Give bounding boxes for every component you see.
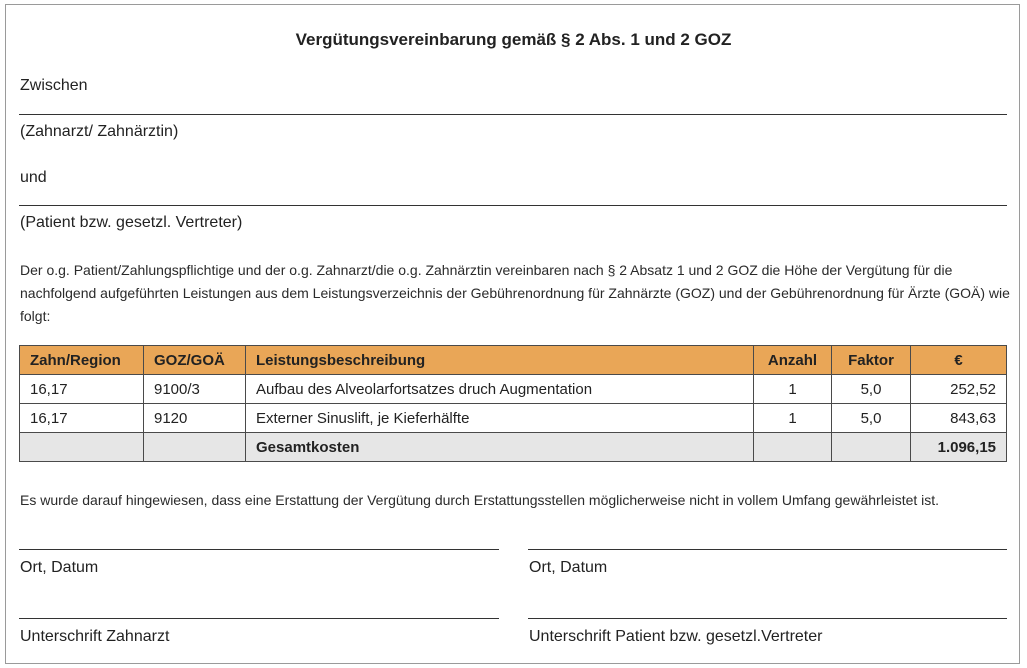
cell-leistungsbeschreibung: Externer Sinuslift, je Kieferhälfte bbox=[246, 404, 754, 433]
patient-signature-line bbox=[19, 205, 1007, 206]
unterschrift-patient-line bbox=[528, 618, 1007, 619]
ort-datum-left-label: Ort, Datum bbox=[20, 559, 99, 576]
total-empty-cell bbox=[754, 433, 832, 462]
ort-datum-right-label: Ort, Datum bbox=[529, 559, 608, 576]
unterschrift-zahnarzt-label: Unterschrift Zahnarzt bbox=[20, 628, 170, 645]
total-empty-cell bbox=[144, 433, 246, 462]
cell-leistungsbeschreibung: Aufbau des Alveolarfortsatzes druch Augmentation bbox=[246, 375, 754, 404]
header-euro: € bbox=[911, 346, 1007, 375]
cell-goz-goae: 9120 bbox=[144, 404, 246, 433]
cell-anzahl: 1 bbox=[754, 404, 832, 433]
zahnarzt-signature-line bbox=[19, 114, 1007, 115]
document-frame bbox=[5, 4, 1020, 664]
cell-anzahl: 1 bbox=[754, 375, 832, 404]
cell-euro: 252,52 bbox=[911, 375, 1007, 404]
cell-faktor: 5,0 bbox=[832, 404, 911, 433]
table-header-row bbox=[20, 346, 1007, 375]
cell-faktor: 5,0 bbox=[832, 375, 911, 404]
total-empty-cell bbox=[832, 433, 911, 462]
cell-zahn-region: 16,17 bbox=[20, 404, 144, 433]
total-row bbox=[20, 433, 1007, 462]
header-faktor: Faktor bbox=[832, 346, 911, 375]
header-anzahl: Anzahl bbox=[754, 346, 832, 375]
header-zahn-region: Zahn/Region bbox=[20, 346, 144, 375]
zahnarzt-label: (Zahnarzt/ Zahnärztin) bbox=[20, 123, 179, 140]
total-empty-cell bbox=[20, 433, 144, 462]
total-value: 1.096,15 bbox=[911, 433, 1007, 462]
unterschrift-zahnarzt-line bbox=[19, 618, 499, 619]
total-label: Gesamtkosten bbox=[246, 433, 754, 462]
unterschrift-patient-label: Unterschrift Patient bzw. gesetzl.Vertreter bbox=[529, 628, 823, 645]
header-leistungsbeschreibung: Leistungsbeschreibung bbox=[246, 346, 754, 375]
document-title: Vergütungsvereinbarung gemäß § 2 Abs. 1 und 2 GOZ bbox=[295, 30, 732, 49]
notice-paragraph: Es wurde darauf hingewiesen, dass eine Erstattung der Vergütung durch Erstattungsstellen möglicherweise nicht in vollem Umfang gewährleistet ist. bbox=[20, 492, 940, 508]
patient-label: (Patient bzw. gesetzl. Vertreter) bbox=[20, 214, 243, 231]
cell-zahn-region: 16,17 bbox=[20, 375, 144, 404]
ort-datum-right-line bbox=[528, 549, 1007, 550]
table-row bbox=[20, 375, 1007, 404]
zwischen-label: Zwischen bbox=[20, 77, 88, 94]
cell-goz-goae: 9100/3 bbox=[144, 375, 246, 404]
intro-paragraph: Der o.g. Patient/Zahlungspflichtige und der o.g. Zahnarzt/die o.g. Zahnärztin vereinbaren nach § 2 Absatz 1 und 2 GOZ die Höhe der Vergütung für die nachfolgend aufgeführten Leistungen aus dem Leistungsverzeichnis der Gebührenordnung für Zahnärzte (GOZ) und der Gebührenordnung für Ärzte (GOÄ) wie folgt: bbox=[20, 262, 1010, 324]
und-label: und bbox=[20, 169, 47, 186]
table-row bbox=[20, 404, 1007, 433]
header-goz-goae: GOZ/GOÄ bbox=[144, 346, 246, 375]
fee-table bbox=[19, 345, 1007, 462]
ort-datum-left-line bbox=[19, 549, 499, 550]
cell-euro: 843,63 bbox=[911, 404, 1007, 433]
